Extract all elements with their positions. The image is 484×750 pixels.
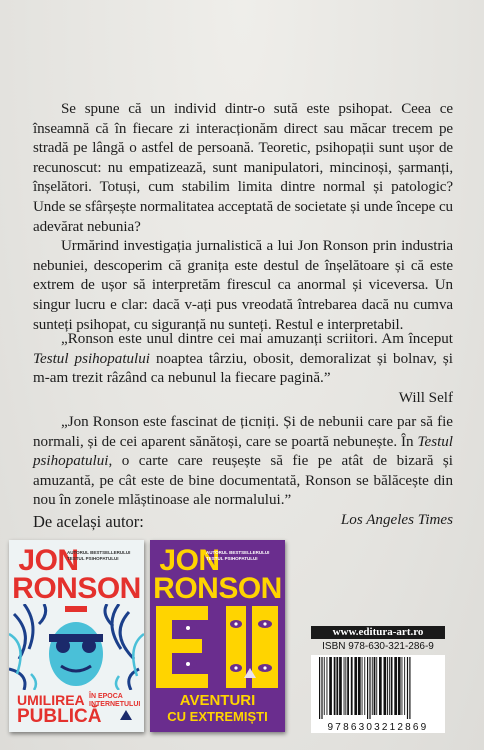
quote-text-part: , o carte care reușește să fie pe atât de bizară și amuzantă, pe cât este de bine documentată, Ronson se bălăcește din nou în zonele mlăștinoase ale normalului.” <box>33 453 453 509</box>
barcode-bar <box>351 657 353 715</box>
barcode-bar <box>347 657 349 715</box>
barcode-bar <box>391 657 393 715</box>
barcode-bar <box>324 657 325 715</box>
book-tagline: AUTORUL BESTSELLERULUI TESTUL PSIHOPATULUI <box>206 550 270 561</box>
barcode-bar <box>345 657 346 715</box>
barcode-bar <box>409 657 410 719</box>
book-tagline: AUTORUL BESTSELLERULUI TESTUL PSIHOPATULUI <box>67 550 131 561</box>
blurb-paragraph-2: Urmărind investigația jurnalistică a lui Jon Ronson prin industria nebuniei, descoperim că granița este destul de înșelătoare și că este extrem de ușor să interpretăm firescul ca anormal și viceversa. Un singur lucru e clar: dacă v-ați pus vreodată întrebarea dacă nu cumva sunteți psihopat, cu siguranță nu sunteți. Restul e interpretabil. <box>33 238 453 333</box>
book-title-line1: UMILIREA <box>17 692 85 708</box>
barcode-bar <box>387 657 388 715</box>
quote-text-part: „Jon Ronson este fascinat de țicniți. Și de nebunii care par să fie normali, și de cei aparent sănătoși, care se poartă nebunește. În <box>33 414 453 450</box>
barcode-bar <box>358 657 361 715</box>
also-by-heading: De același autor: <box>33 512 144 531</box>
barcode-bars <box>311 655 445 721</box>
book-title-line2: ÎN EPOCA INTERNETULUI <box>89 693 141 708</box>
book-cover-ei <box>150 540 285 732</box>
book-author-first: JON <box>18 544 79 577</box>
barcode-bar <box>398 657 401 715</box>
barcode-bar <box>321 657 322 719</box>
barcode-bar <box>362 657 363 715</box>
quote-text-part: „Ronson este unul dintre cei mai amuzanți scriitori. Am început <box>61 331 453 347</box>
barcode-bar <box>384 657 387 715</box>
blurb-paragraph-1: Se spune că un individ dintr-o sută este psihopat. Ceea ce înseamnă că în fiecare zi interacționăm direct sau măcar trecem pe stradă pe lângă o astfel de persoană. Teoretic, psihopații sunt ușor de recunoscut: nu empatizează, sunt manipulatori, mincinoși, șarmanți, înșelători. Totuși, cum stabilim limita dintre normal și patologic? Unde se sfârșește normalitatea acceptată de societate și unde începe cu adevărat nebunia? <box>33 101 453 235</box>
book-illustration-face <box>9 604 144 690</box>
review-quote-will-self <box>33 330 453 408</box>
barcode-bar <box>327 657 328 715</box>
barcode-number: 9786303212869 <box>327 722 429 733</box>
barcode-bar <box>376 657 377 715</box>
book-title-line3: PUBLICĂ <box>17 706 102 727</box>
isbn-text: ISBN 978-630-321-286-9 <box>322 641 434 652</box>
barcode-bar <box>319 657 320 719</box>
book-author-last: RONSON <box>153 572 282 605</box>
publisher-logo-icon <box>120 710 132 720</box>
barcode-bar <box>404 657 405 715</box>
publisher-website: www.editura-art.ro <box>311 626 445 639</box>
barcode-bar <box>367 657 368 719</box>
quote-source: Will Self <box>398 389 453 406</box>
barcode-bar <box>329 657 332 715</box>
book-big-title-ei <box>150 604 285 690</box>
book-title-line1: AVENTURI <box>179 692 256 709</box>
barcode-bar <box>339 657 342 715</box>
blurb <box>33 100 453 335</box>
book-title-line2: CU EXTREMIȘTI <box>167 709 268 724</box>
barcode-bar <box>364 657 365 715</box>
barcode-bar <box>336 657 338 715</box>
barcode-bar <box>402 657 403 715</box>
quote-book-title: Testul psihopatului <box>33 350 150 367</box>
publisher-logo-icon <box>244 668 256 678</box>
quote-book-title: Testul psihopatului <box>33 433 453 470</box>
barcode-bar <box>379 657 382 715</box>
barcode-bar <box>374 657 376 715</box>
book-cover-umilirea-publica <box>9 540 144 732</box>
book-author-last: RONSON <box>12 572 141 605</box>
book-author-first: JON <box>159 544 220 577</box>
barcode-bar <box>369 657 370 719</box>
barcode-bar <box>354 657 357 715</box>
barcode-bar <box>389 657 390 715</box>
quote-text-part: noaptea târziu, obosit, demoralizat și bolnav, și m-am trezit râzând ca nebunul la fiecare pagină.” <box>33 350 453 387</box>
quote-text <box>33 330 453 389</box>
barcode-bar <box>394 657 397 715</box>
barcode-bar <box>334 657 336 715</box>
quote-text <box>33 413 453 511</box>
barcode-bar <box>407 657 408 719</box>
barcode-bar <box>372 657 373 715</box>
quote-source: Los Angeles Times <box>340 511 453 528</box>
barcode-bar <box>344 657 345 715</box>
